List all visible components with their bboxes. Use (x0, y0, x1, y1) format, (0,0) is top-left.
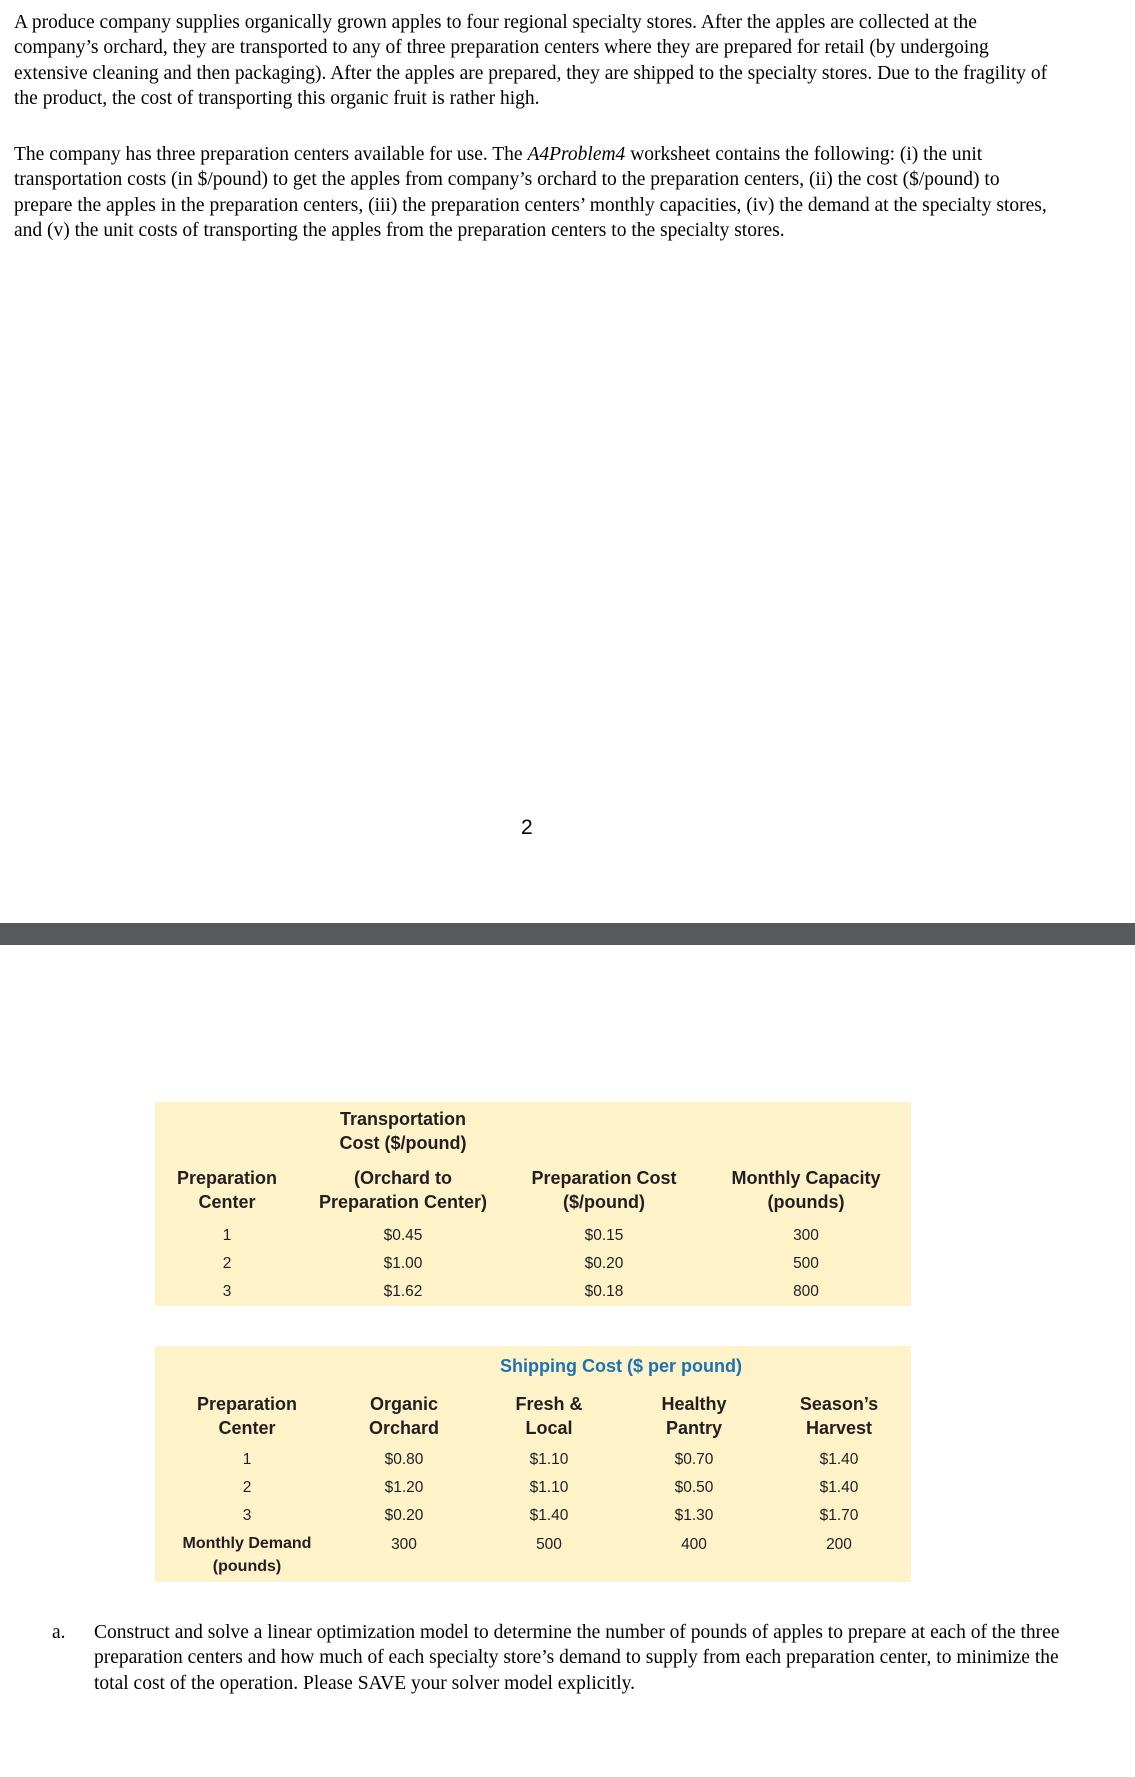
header-line: Preparation (176, 1168, 278, 1188)
header-line: (pounds) (767, 1192, 845, 1212)
table2-cost: $0.80 (384, 1451, 424, 1468)
problem-paragraph-1: A produce company supplies organically grown apples to four regional specialty stores. After the apples are collected at the company’s orchard, they are transported to any of three preparation centers where they are prepared for retail (by undergoing extensive cleaning and then packaging). After the apples are prepared, they are shipped to the specialty stores. Due to the fragility of the product, the cost of transporting this organic fruit is rather high. (14, 12, 1048, 109)
center-column-header (177, 1166, 277, 1214)
table1-prep: $0.15 (584, 1227, 624, 1244)
table1-center: 3 (222, 1283, 232, 1300)
table2-demand: 500 (536, 1536, 562, 1553)
capacity-column-header (731, 1166, 880, 1214)
table2-cost: $1.10 (529, 1479, 569, 1496)
question-a-label: a. (52, 1622, 66, 1643)
header-line: Fresh & (515, 1394, 583, 1414)
header-line: (Orchard to (353, 1168, 453, 1188)
store-header-fresh-local (515, 1392, 582, 1440)
header-line: Season’s (799, 1394, 879, 1414)
table1-transport: $1.00 (383, 1255, 423, 1272)
center-column-header (197, 1392, 297, 1440)
label-line: (pounds) (212, 1558, 282, 1575)
shipping-cost-table (155, 1346, 911, 1582)
header-line: Center (198, 1192, 256, 1212)
paragraph-2-rest: worksheet contains the following: (i) the unit transportation costs (in $/pound) to get the apples from company’s orchard to the preparation centers, (ii) the cost ($/pound) to prepare the apples in the preparation centers, (iii) the preparation centers’ monthly capacities, (iv) the demand at the specialty stores, and (v) the unit costs of transporting the apples from the preparation centers to the specialty stores. (14, 144, 1047, 241)
table2-cost: $0.50 (674, 1479, 714, 1496)
table2-cost: $1.10 (529, 1451, 569, 1468)
table2-cost: $1.70 (819, 1507, 859, 1524)
header-line: Preparation (196, 1394, 298, 1414)
header-line: Cost ($/pound) (339, 1133, 467, 1153)
table2-cost: $1.20 (384, 1479, 424, 1496)
header-line: Orchard (368, 1418, 440, 1438)
store-header-seasons-harvest (800, 1392, 878, 1440)
header-line: ($/pound) (563, 1192, 645, 1212)
prep-cost-column-header (531, 1166, 676, 1214)
header-line: Preparation Center) (318, 1192, 488, 1212)
table1-transport: $0.45 (383, 1227, 423, 1244)
header-line: Healthy (661, 1394, 727, 1414)
table1-capacity: 300 (793, 1227, 819, 1244)
table1-transport: $1.62 (383, 1283, 423, 1300)
table2-cost: $1.40 (819, 1451, 859, 1468)
table1-capacity: 800 (793, 1283, 819, 1300)
header-line: Organic (369, 1394, 439, 1414)
store-header-organic-orchard (369, 1392, 439, 1440)
table1-prep: $0.20 (584, 1255, 624, 1272)
shipping-cost-title: Shipping Cost ($ per pound) (500, 1356, 742, 1376)
transport-cost-column-header (319, 1166, 487, 1214)
page-divider (0, 923, 1135, 945)
header-line: Transportation (339, 1109, 467, 1129)
table1-center: 2 (222, 1255, 232, 1272)
transport-cost-header-top (340, 1107, 467, 1155)
page-number: 2 (521, 816, 533, 839)
table2-cost: $1.40 (529, 1507, 569, 1524)
table1-center: 1 (222, 1227, 232, 1244)
header-line: Preparation Cost (531, 1168, 677, 1188)
table2-cost: $0.20 (384, 1507, 424, 1524)
store-header-healthy-pantry (661, 1392, 726, 1440)
table2-demand: 300 (391, 1536, 417, 1553)
question-a-text: Construct and solve a linear optimization model to determine the number of pounds of apples to prepare at each of the three preparation centers and how much of each specialty store’s demand to supply from each preparation center, to minimize the total cost of the operation. Please SAVE your solver model explicitly. (94, 1622, 1060, 1694)
table1-prep: $0.18 (584, 1283, 624, 1300)
header-line: Pantry (665, 1418, 723, 1438)
table1-capacity: 500 (793, 1255, 819, 1272)
table2-demand: 200 (826, 1536, 852, 1553)
label-line: Monthly Demand (182, 1535, 312, 1552)
paragraph-2-lead: The company has three preparation centers available for use. The (14, 144, 528, 165)
table2-cost: $1.30 (674, 1507, 714, 1524)
header-line: Harvest (805, 1418, 873, 1438)
table2-demand: 400 (681, 1536, 707, 1553)
table2-cost: $0.70 (674, 1451, 714, 1468)
header-line: Center (218, 1418, 276, 1438)
monthly-demand-label (183, 1532, 312, 1578)
header-line: Monthly Capacity (731, 1168, 881, 1188)
problem-paragraph-2 (14, 142, 1054, 243)
table2-center: 3 (242, 1507, 252, 1524)
header-line: Local (525, 1418, 573, 1438)
table2-center: 2 (242, 1479, 252, 1496)
table2-center: 1 (242, 1451, 252, 1468)
worksheet-name: A4Problem4 (527, 144, 626, 165)
preparation-center-table (155, 1102, 911, 1306)
table2-cost: $1.40 (819, 1479, 859, 1496)
